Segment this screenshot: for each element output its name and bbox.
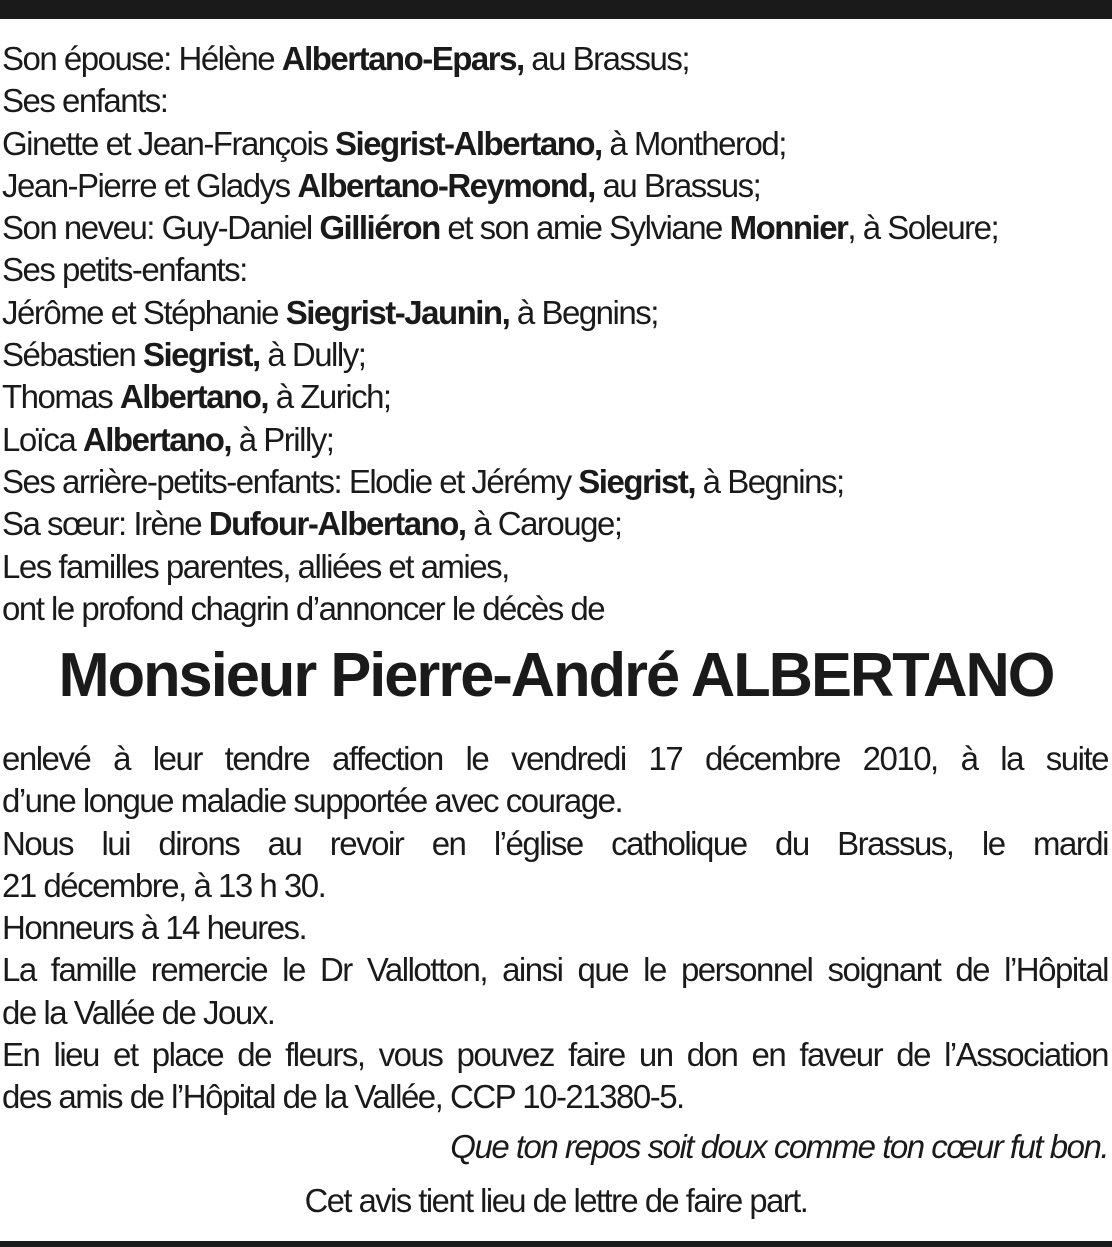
family-line (2, 461, 1108, 503)
family-line (2, 80, 1108, 122)
family-line-text: Sa sœur: Irène (2, 505, 209, 543)
family-line-text: Ses arrière-petits-enfants: Elodie et Jérémy (2, 462, 579, 500)
family-line-place: , à Soleure; (847, 209, 999, 247)
family-line-text: ont le profond chagrin d’annoncer le décès de (2, 589, 605, 627)
bottom-rule (0, 1241, 1112, 1247)
family-line (2, 588, 1108, 630)
family-name: Albertano, (82, 420, 232, 458)
body-line: d’une longue maladie supportée avec courage. (2, 782, 623, 820)
family-line (2, 503, 1108, 545)
family-line (2, 207, 1108, 249)
family-line (2, 419, 1108, 461)
family-line-text: Loïca (2, 420, 83, 458)
body-line: des amis de l’Hôpital de la Vallée, CCP 10-21380-5. (2, 1078, 684, 1116)
family-line-text: Ginette et Jean-François (2, 124, 336, 162)
body-line: de la Vallée de Joux. (2, 993, 275, 1031)
family-line (2, 334, 1108, 376)
family-line (2, 292, 1108, 334)
family-name: Siegrist-Albertano, (335, 124, 602, 162)
family-list (2, 38, 1108, 630)
top-rule (0, 0, 1112, 19)
family-name: Gilliéron (319, 209, 440, 247)
family-name: Dufour-Albertano, (208, 505, 466, 543)
notice-body (2, 738, 1108, 1119)
family-line-place: à Dully; (259, 336, 366, 374)
body-line: enlevé à leur tendre affection le vendredi 17 décembre 2010, à la suite (2, 740, 1108, 777)
family-line-place: à Begnins; (695, 462, 844, 500)
family-name: Monnier (729, 209, 848, 247)
family-line (2, 546, 1108, 588)
family-line-place: à Montherod; (601, 124, 786, 162)
family-line-place: à Prilly; (231, 420, 334, 458)
family-name: Siegrist-Jaunin, (285, 293, 510, 331)
family-name: Siegrist, (142, 336, 260, 374)
family-line-text: Thomas (2, 378, 120, 416)
family-line-place: au Brassus; (594, 166, 761, 204)
family-line-text: Sébastien (2, 336, 143, 374)
family-line-place: à Zurich; (268, 378, 391, 416)
deceased-name: Monsieur Pierre-André ALBERTANO (58, 641, 1054, 710)
body-line: 21 décembre, à 13 h 30. (2, 866, 326, 904)
family-line (2, 123, 1108, 165)
closing-note: Cet avis tient lieu de lettre de faire part. (304, 1182, 808, 1219)
body-line: La famille remercie le Dr Vallotton, ainsi que le personnel soignant de l’Hôpital (2, 951, 1108, 989)
body-line: En lieu et place de fleurs, vous pouvez faire un don en faveur de l’Association (2, 1036, 1108, 1074)
family-line-text: Son neveu: Guy-Daniel (2, 209, 320, 247)
family-line-text: Jérôme et Stéphanie (2, 293, 286, 331)
family-line-text: Jean-Pierre et Gladys (2, 166, 298, 204)
family-line-text: Ses petits-enfants: (2, 251, 247, 289)
family-line-text: Ses enfants: (2, 82, 168, 120)
family-line-place: à Carouge; (465, 505, 622, 543)
family-name: Albertano-Epars, (281, 40, 524, 77)
family-line-place: au Brassus; (523, 40, 690, 77)
epitaph: Que ton repos soit doux comme ton cœur fut bon. (450, 1128, 1108, 1165)
family-name: Albertano-Reymond, (297, 166, 595, 204)
family-name: Siegrist, (578, 462, 695, 500)
family-line-text: Les familles parentes, alliées et amies, (2, 547, 509, 585)
family-line-place: à Begnins; (509, 293, 658, 331)
family-line-text: Son épouse: Hélène (2, 40, 282, 77)
family-name: Albertano, (119, 378, 269, 416)
family-line (2, 38, 1108, 80)
body-line: Nous lui dirons au revoir en l’église catholique du Brassus, le mardi (2, 824, 1108, 862)
body-line: Honneurs à 14 heures. (2, 909, 307, 947)
family-line (2, 165, 1108, 207)
family-line-text: et son amie Sylviane (439, 209, 730, 247)
family-line (2, 376, 1108, 418)
family-line (2, 249, 1108, 291)
